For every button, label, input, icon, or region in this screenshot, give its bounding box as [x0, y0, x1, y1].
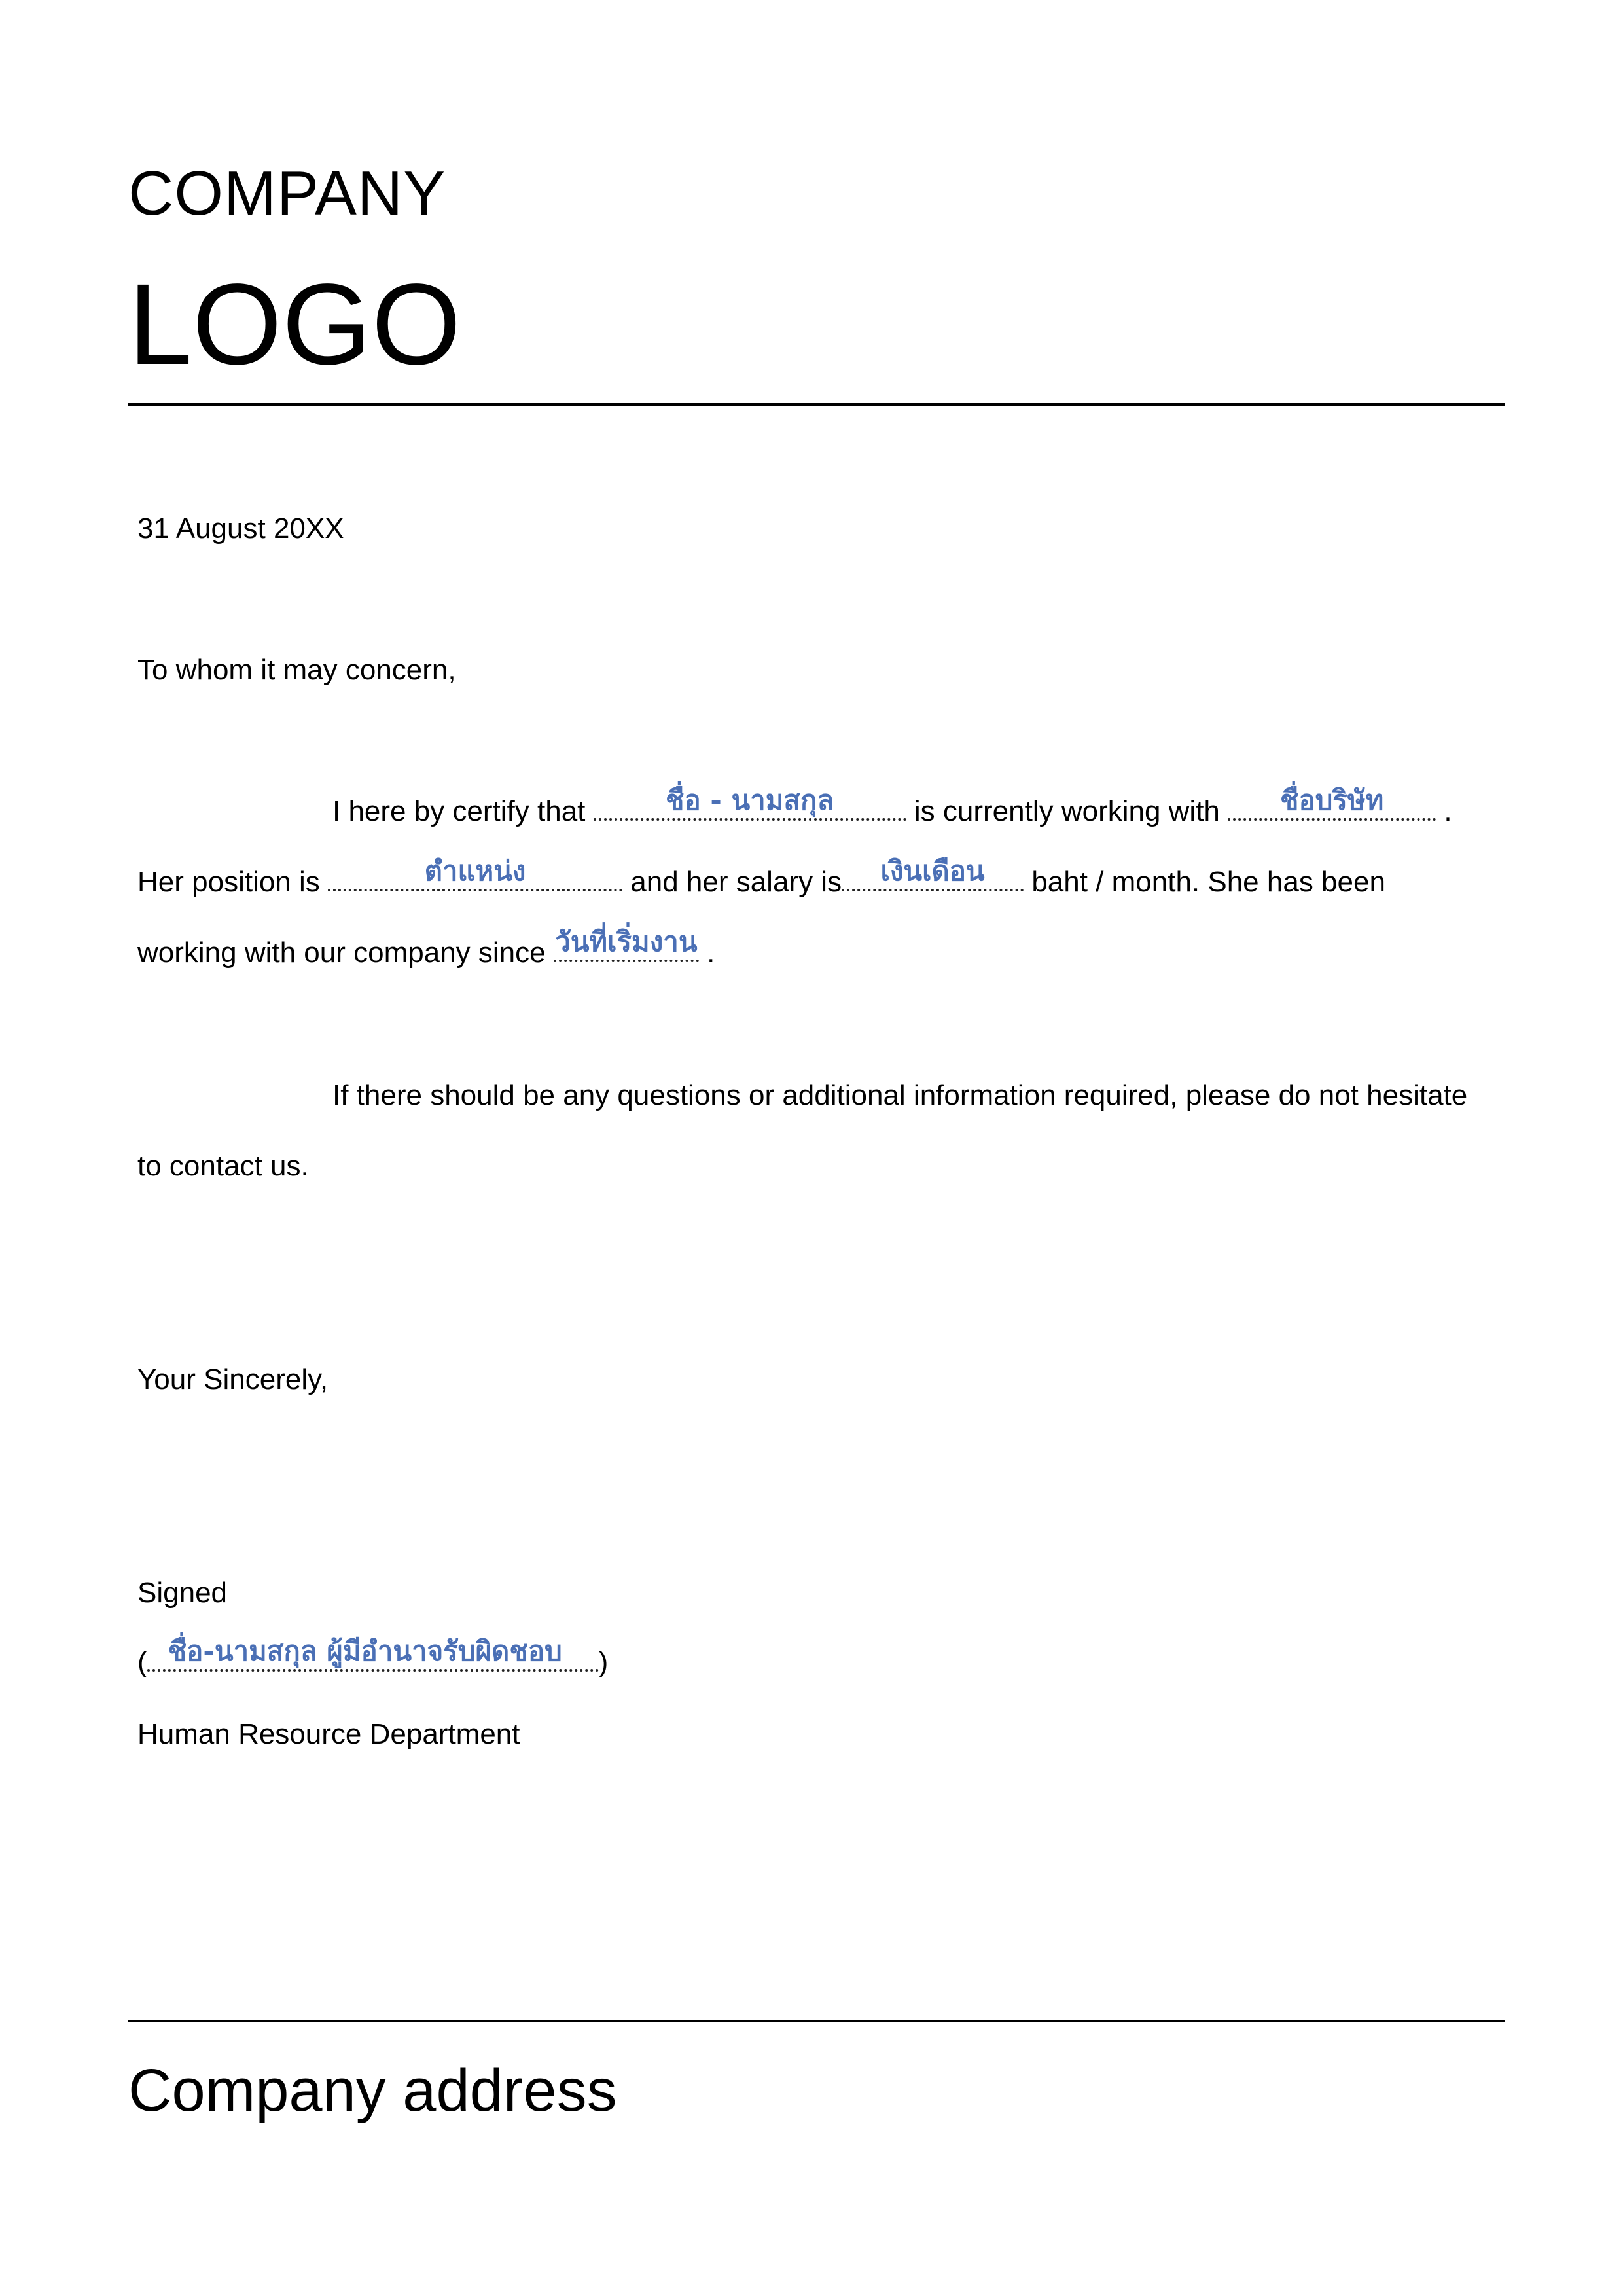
para1-line1	[332, 784, 1452, 827]
company-name-fill: ชื่อบริษัท	[1279, 784, 1384, 816]
para1-line3	[137, 925, 715, 969]
logo-text: LOGO	[128, 260, 461, 389]
salary-fill: เงินเดือน	[880, 855, 985, 887]
signer-name-blank[interactable]	[147, 1635, 599, 1677]
position-text: Her position is	[137, 866, 320, 898]
position-blank[interactable]	[328, 855, 622, 897]
line1-period: .	[1444, 795, 1452, 827]
employee-name-blank[interactable]	[594, 784, 906, 826]
line3-period: .	[707, 937, 715, 969]
signature-line	[137, 1635, 609, 1678]
signer-name-fill: ชื่อ-นามสกุล ผู้มีอำนาจรับผิดชอบ	[168, 1635, 562, 1667]
footer-divider	[128, 2020, 1505, 2022]
position-fill: ตำแหน่ง	[424, 855, 526, 887]
since-text: working with our company since	[137, 937, 546, 969]
employee-name-fill: ชื่อ - นามสกุล	[666, 784, 834, 816]
start-date-blank[interactable]	[554, 925, 699, 967]
baht-month-text: baht / month. She has been	[1031, 866, 1385, 898]
logo-company-text: COMPANY	[128, 158, 446, 228]
para2-line2: to contact us.	[137, 1150, 309, 1182]
signed-label: Signed	[137, 1577, 228, 1609]
company-name-blank[interactable]	[1228, 784, 1436, 826]
certify-text: I here by certify that	[332, 795, 586, 827]
para2-line1: If there should be any questions or additional information required, please do not hesitate	[332, 1079, 1468, 1111]
working-with-text: is currently working with	[914, 795, 1220, 827]
open-paren: (	[137, 1646, 147, 1678]
salutation: To whom it may concern,	[137, 654, 456, 686]
company-address: Company address	[128, 2057, 617, 2124]
salary-blank[interactable]	[842, 855, 1024, 897]
department: Human Resource Department	[137, 1718, 520, 1750]
salary-text: and her salary is	[630, 866, 842, 898]
start-date-fill: วันที่เริ่มงาน	[555, 925, 698, 958]
para1-line2	[137, 855, 1385, 898]
letter-date: 31 August 20XX	[137, 512, 344, 545]
header-divider	[128, 403, 1505, 406]
close-paren: )	[598, 1646, 609, 1678]
closing: Your Sincerely,	[137, 1363, 329, 1395]
